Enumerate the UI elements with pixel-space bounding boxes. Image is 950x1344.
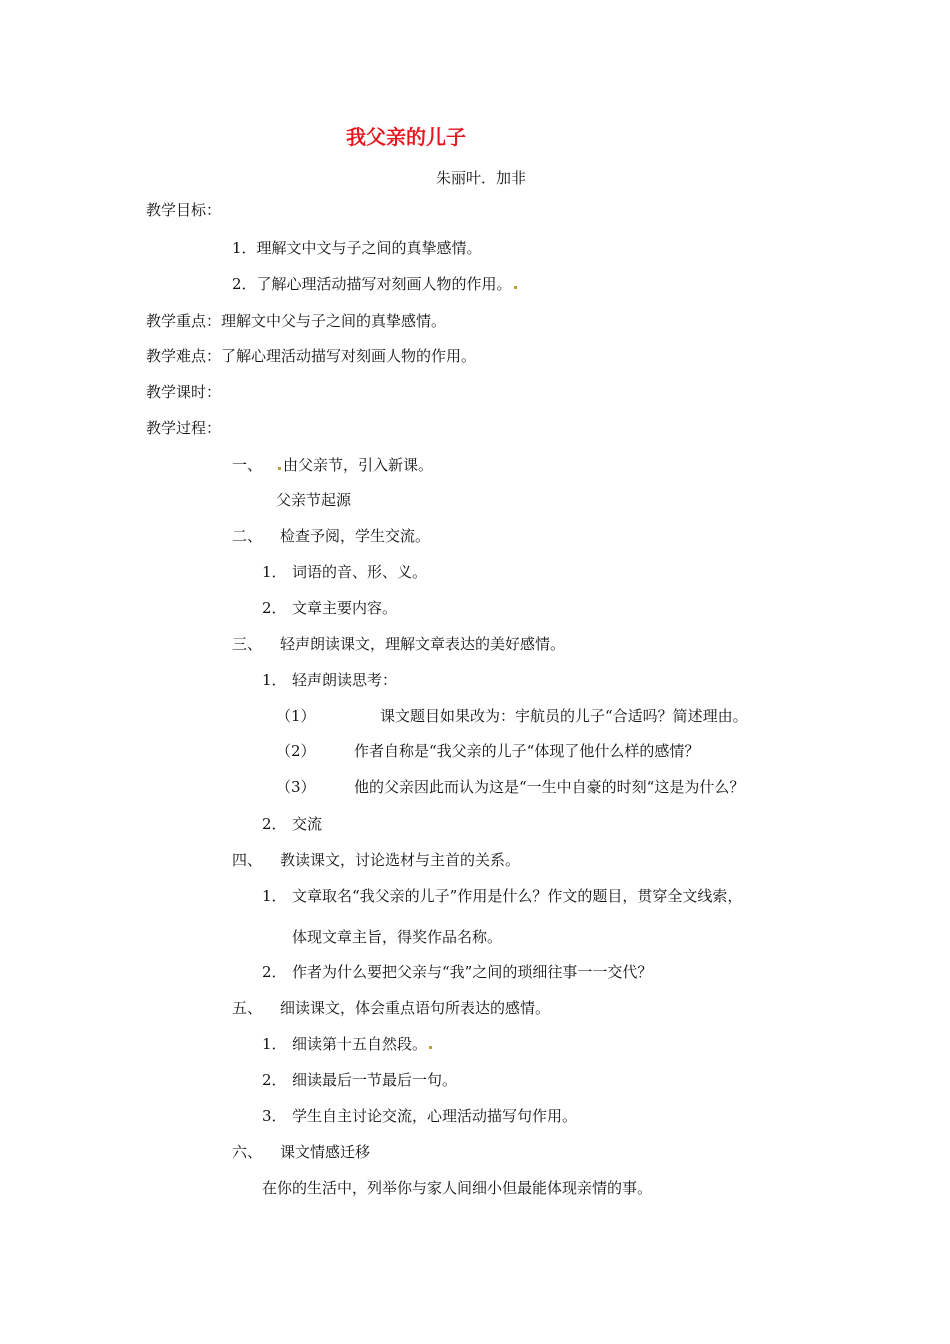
subitem-number: （2） <box>276 742 316 760</box>
item-number: 1． <box>262 563 287 581</box>
item-number: 3． <box>262 1107 287 1125</box>
item-text-content: 细读第十五自然段。 <box>292 1035 428 1053</box>
document-author: 朱丽叶．加非 <box>436 169 527 187</box>
objective-text: 2．了解心理活动描写对刻画人物的作用。 <box>232 275 512 293</box>
objectives-label: 教学目标： <box>146 201 222 219</box>
objective-item <box>232 274 519 294</box>
item-number: 1． <box>262 671 287 689</box>
subitem-text: 课文题目如果改为：宇航员的儿子“合适吗？简述理由。 <box>380 707 748 725</box>
section-number: 三、 <box>232 635 263 653</box>
section-text: 课文情感迁移 <box>280 1143 371 1161</box>
section-text: 细读课文，体会重点语句所表达的感情。 <box>280 999 551 1017</box>
subitem-text: 他的父亲因此而认为这是“一生中自豪的时刻“这是为什么？ <box>354 778 745 796</box>
edit-mark <box>514 286 517 289</box>
section-number: 一、 <box>232 456 263 474</box>
section-text-content: 由父亲节，引入新课。 <box>283 456 434 474</box>
edit-mark <box>429 1046 432 1049</box>
item-number: 2． <box>262 815 287 833</box>
teaching-hours: 教学课时： <box>146 383 222 401</box>
section-number: 二、 <box>232 527 263 545</box>
item-text: 交流 <box>292 815 323 833</box>
section-text: 在你的生活中，列举你与家人间细小但最能体现亲情的事。 <box>262 1179 653 1197</box>
item-number: 2． <box>262 599 287 617</box>
item-text <box>292 1034 434 1054</box>
item-text: 体现文章主旨，得奖作品名称。 <box>292 928 503 946</box>
item-number: 2． <box>262 1071 287 1089</box>
key-point: 教学重点：理解文中父与子之间的真挚感情。 <box>146 312 447 330</box>
item-text: 轻声朗读思考： <box>292 671 398 689</box>
objective-item: 1．理解文中文与子之间的真挚感情。 <box>232 239 482 257</box>
process-label: 教学过程： <box>146 419 222 437</box>
section-number: 五、 <box>232 999 263 1017</box>
item-number: 2． <box>262 963 287 981</box>
item-text: 细读最后一节最后一句。 <box>292 1071 458 1089</box>
section-number: 六、 <box>232 1143 263 1161</box>
item-text: 学生自主讨论交流，心理活动描写句作用。 <box>292 1107 578 1125</box>
item-number: 1． <box>262 1035 287 1053</box>
subitem-text: 作者自称是“我父亲的儿子“体现了他什么样的感情？ <box>354 742 700 760</box>
section-text: 轻声朗读课文，理解文章表达的美好感情。 <box>280 635 566 653</box>
section-text: 教读课文，讨论选材与主首的关系。 <box>280 851 521 869</box>
item-text: 文章取名“我父亲的儿子”作用是什么？作文的题目，贯穿全文线索， <box>292 887 743 905</box>
section-text <box>276 455 433 475</box>
subitem-number: （3） <box>276 778 316 796</box>
subitem-number: （1） <box>276 707 316 725</box>
section-text: 检查予阅，学生交流。 <box>280 527 431 545</box>
difficulty: 教学难点：了解心理活动描写对刻画人物的作用。 <box>146 347 477 365</box>
document-title: 我父亲的儿子 <box>346 125 466 149</box>
item-number: 1． <box>262 887 287 905</box>
section-text: 父亲节起源 <box>276 491 352 509</box>
section-number: 四、 <box>232 851 263 869</box>
item-text: 文章主要内容。 <box>292 599 398 617</box>
item-text: 词语的音、形、义。 <box>292 563 428 581</box>
item-text: 作者为什么要把父亲与“我”之间的琐细往事一一交代？ <box>292 963 653 981</box>
edit-mark <box>278 467 281 470</box>
